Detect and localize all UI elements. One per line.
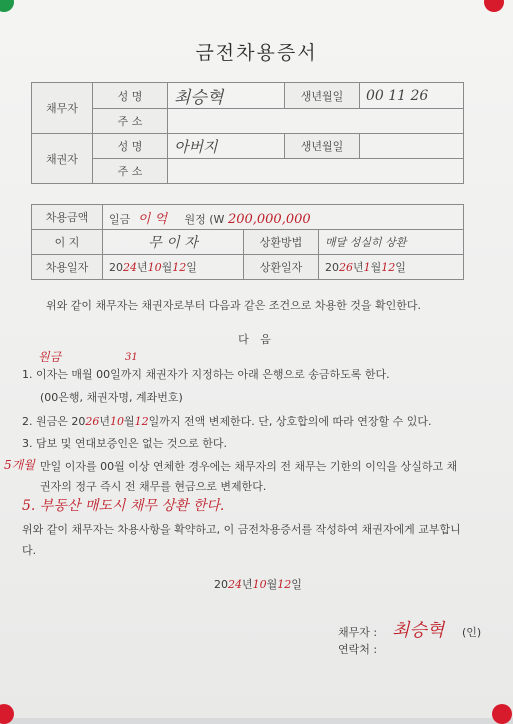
pushpin-red-bottom-right — [492, 704, 512, 724]
clause-4-line1: 만일 이자를 00월 이상 연체한 경우에는 채무자의 전 채무는 기한의 이익을 상실하고 채 — [40, 460, 458, 473]
pushpin-red-bottom-left — [0, 704, 14, 724]
pushpin-green-top-left — [0, 0, 14, 12]
repay-method-value: 매달 성실히 상환 — [319, 230, 464, 255]
parties-table — [31, 82, 464, 184]
amount-number: 200,000,000 — [227, 211, 311, 227]
creditor-name-label: 성 명 — [93, 134, 168, 159]
clause-2: 2. 원금은 2026년10월12일까지 전액 변제한다. 단, 상호합의에 따라 연장할 수 있다. — [22, 415, 432, 428]
clause-1: 1. 이자는 매월 00일까지 채권자가 지정하는 아래 은행으로 송금하도록 한다. — [22, 368, 390, 381]
clause-5-handwritten: 5. 부동산 매도시 채무 상환 한다. — [22, 498, 225, 514]
repay-date-value: 2026년1월12일 — [319, 255, 464, 280]
debtor-label: 채무자 — [32, 83, 93, 134]
closing-line2: 다. — [22, 544, 37, 557]
clause-3: 3. 담보 및 연대보증인은 없는 것으로 한다. — [22, 437, 227, 450]
creditor-birth-label: 생년월일 — [285, 134, 360, 159]
amount-cell — [103, 205, 464, 230]
clause-1-sub: (00은행, 채권자명, 계좌번호) — [40, 391, 183, 404]
clause1-annotation-principal: 원금 — [38, 350, 62, 364]
document-title: 금전차용증서 — [195, 42, 318, 64]
creditor-name-value: 아버지 — [168, 134, 285, 159]
creditor-birth-value — [360, 134, 464, 159]
contact-label: 연락처 : — [338, 643, 378, 656]
amount-hand: 이 억 — [137, 211, 168, 227]
clause1-annotation-day: 31 — [125, 352, 138, 363]
closing-line1: 위와 같이 채무자는 차용사항을 확약하고, 이 금전차용증서를 작성하여 채권자에게 교부합니 — [22, 523, 461, 536]
repay-method-label: 상환방법 — [244, 230, 319, 255]
debtor-sign-label: 채무자 : — [338, 626, 378, 639]
repay-date-label: 상환일자 — [244, 255, 319, 280]
amount-prefix: 일금 — [109, 212, 131, 226]
borrow-date-label: 차용일자 — [32, 255, 103, 280]
amount-label: 차용금액 — [32, 205, 103, 230]
debtor-name-value: 최승혁 — [168, 83, 285, 109]
debtor-signature: 최승혁 — [392, 620, 445, 641]
debtor-name-label: 성 명 — [93, 83, 168, 109]
interest-label: 이 지 — [32, 230, 103, 255]
intro-text: 위와 같이 채무자는 채권자로부터 다음과 같은 조건으로 차용한 것을 확인한다. — [46, 299, 421, 312]
creditor-address-value — [168, 159, 464, 184]
interest-value: 무 이 자 — [103, 230, 244, 255]
debtor-address-label: 주 소 — [93, 109, 168, 134]
debtor-birth-value: 00 11 26 — [360, 83, 464, 109]
creditor-address-label: 주 소 — [93, 159, 168, 184]
seal-mark: (인) — [462, 626, 482, 639]
pushpin-red-top-right — [484, 0, 504, 12]
sign-date: 2024년10월12일 — [214, 578, 302, 591]
section-heading: 다 음 — [238, 333, 275, 346]
clause4-annotation: 5개월 — [4, 458, 35, 472]
loan-terms-table — [31, 204, 464, 280]
clause-4-line2: 권자의 정구 즉시 전 채무를 현금으로 변제한다. — [40, 480, 267, 493]
amount-won-label: 원정 (W — [184, 212, 225, 226]
debtor-address-value — [168, 109, 464, 134]
creditor-label: 채권자 — [32, 134, 93, 184]
debtor-birth-label: 생년월일 — [285, 83, 360, 109]
borrow-date-value: 2024년10월12일 — [103, 255, 244, 280]
